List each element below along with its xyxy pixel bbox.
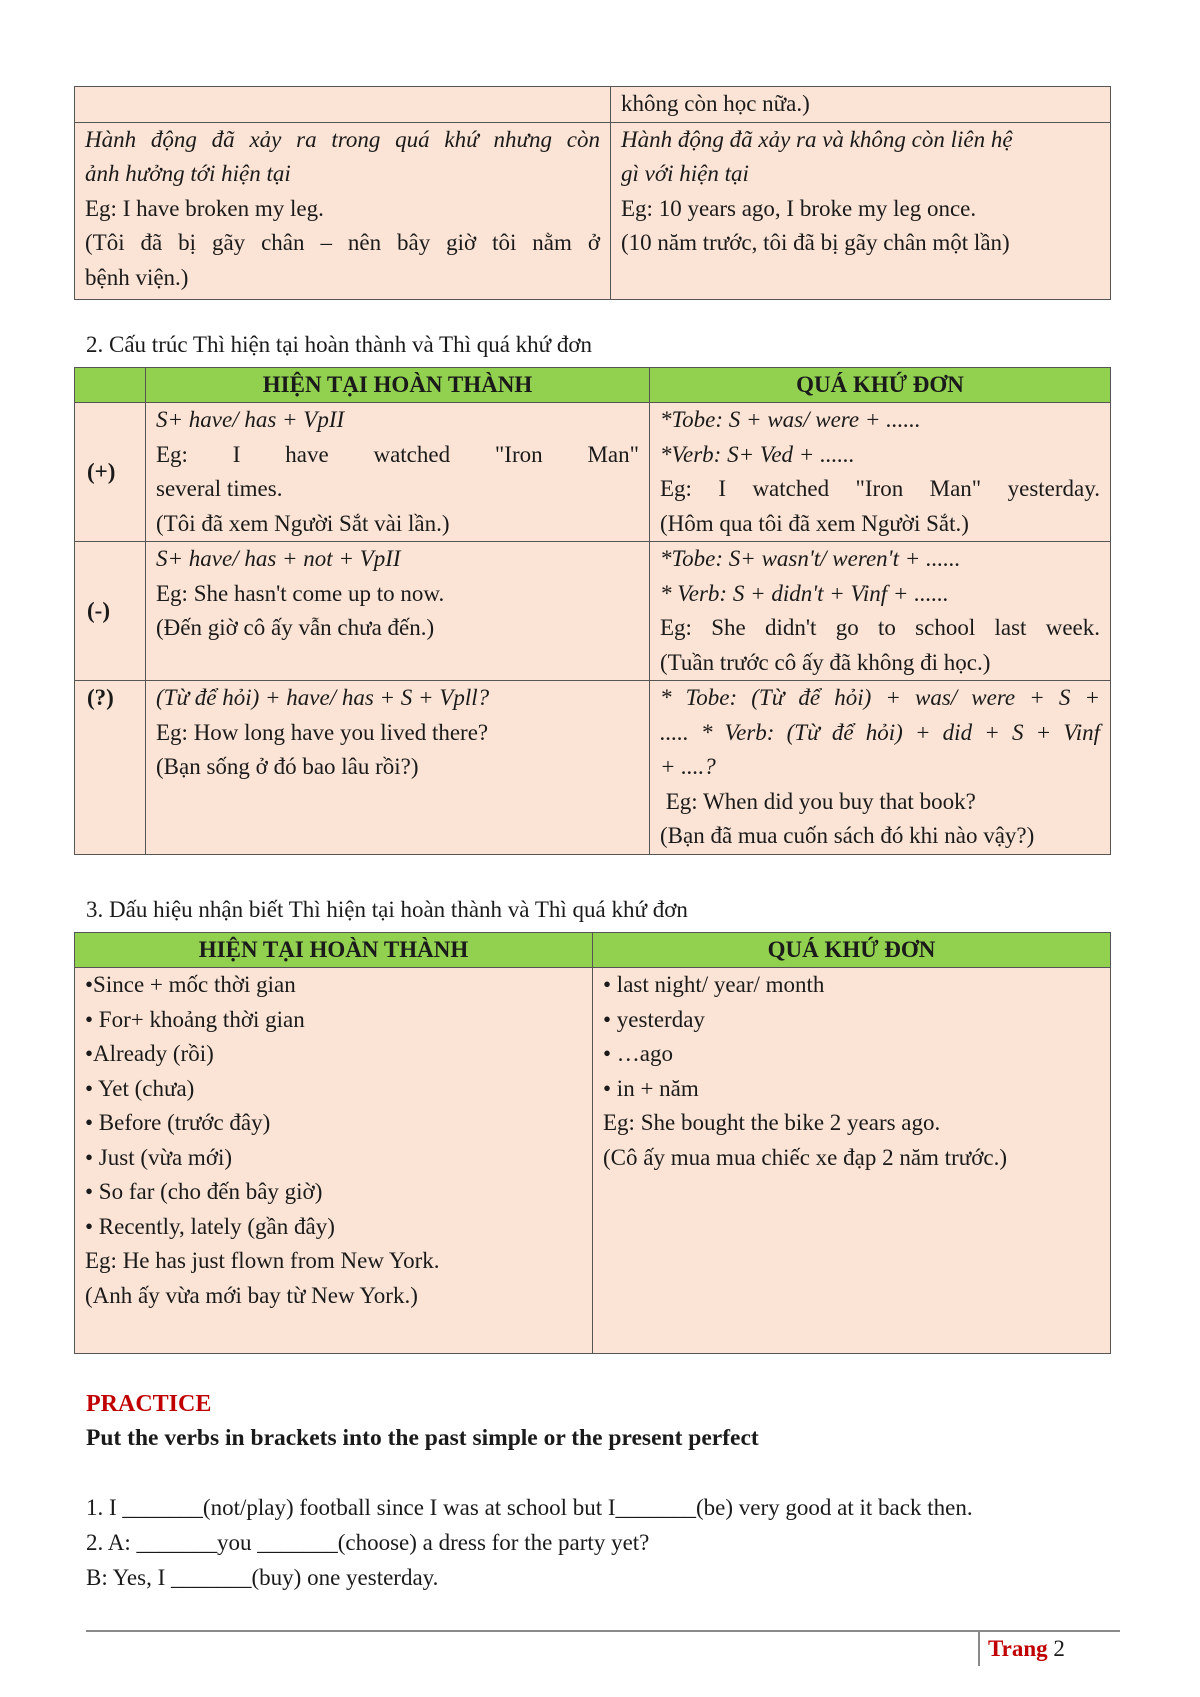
cell-text: (Anh ấy vừa mới bay từ New York.): [85, 1282, 418, 1308]
practice-title: PRACTICE: [86, 1391, 212, 1417]
cell-text: Eg: She didn't go to school last week.: [660, 615, 1100, 640]
footer-divider: [86, 1630, 1120, 1632]
cell-text: Eg: I have watched "Iron Man": [156, 441, 639, 467]
cell-text: (Cô ấy mua mua chiếc xe đạp 2 năm trước.): [603, 1144, 1007, 1170]
cell-text: bệnh viện.): [85, 264, 189, 290]
table-header-row: [75, 933, 1111, 968]
formula: (Từ để hỏi) + have/ has + S + Vpll?: [156, 685, 490, 710]
table-header-row: [75, 368, 1111, 403]
cell-text: Eg: He has just flown from New York.: [85, 1248, 440, 1273]
table-row: [75, 87, 1111, 123]
formula: *Tobe: S+ wasn't/ weren't + ......: [660, 546, 961, 571]
table-cell: [146, 403, 650, 542]
cell-text: (Tuần trước cô ấy đã không đi học.): [660, 649, 991, 675]
formula: * Verb: S + didn't + Vinf + ......: [660, 580, 949, 606]
cell-text: (Bạn sống ở đó bao lâu rồi?): [156, 754, 419, 779]
list-item: • last night/ year/ month: [603, 972, 825, 997]
table-row: [75, 542, 1111, 681]
cell-text: ảnh hưởng tới hiện tại: [85, 161, 291, 186]
page-footer: [988, 1636, 1065, 1662]
list-item: •Already (rồi): [85, 1041, 214, 1066]
cell-text: Eg: I have broken my leg.: [85, 195, 324, 221]
list-item: • in + năm: [603, 1075, 699, 1101]
cell-text: Eg: She bought the bike 2 years ago.: [603, 1110, 941, 1135]
cell-text: không còn học nữa.): [621, 91, 810, 116]
row-sign: (+): [75, 403, 146, 542]
list-item: • yesterday: [603, 1006, 705, 1032]
table-row: [75, 681, 1111, 855]
table-cell: [75, 87, 611, 123]
table-row: [75, 968, 1111, 1354]
exercise-line: B: Yes, I _______(buy) one yesterday.: [86, 1565, 439, 1590]
section-caption: 2. Cấu trúc Thì hiện tại hoàn thành và Thì quá khứ đơn: [86, 332, 593, 357]
exercise-line: 1. I _______(not/play) football since I was at school but I_______(be) very good at it back then.: [86, 1495, 973, 1520]
list-item: • Yet (chưa): [85, 1075, 195, 1101]
list-item: • So far (cho đến bây giờ): [85, 1179, 323, 1204]
table-cell: [75, 968, 593, 1354]
table-cell: [611, 87, 1111, 123]
page-label: Trang: [988, 1636, 1048, 1661]
cell-text: Eg: She hasn't come up to now.: [156, 580, 445, 606]
table-cell: [650, 542, 1111, 681]
table-cell: [650, 681, 1111, 855]
cell-text: (Tôi đã xem Người Sắt vài lần.): [156, 510, 450, 536]
formula: *Tobe: S + was/ were + ......: [660, 407, 921, 432]
list-item: • Recently, lately (gần đây): [85, 1213, 335, 1239]
cell-text: Hành động đã xảy ra trong quá khứ nhưng còn: [85, 126, 600, 152]
table-cell: [146, 542, 650, 681]
practice-instructions: Put the verbs in brackets into the past simple or the present perfect: [86, 1425, 759, 1451]
formula: S+ have/ has + not + VpII: [156, 546, 401, 571]
table-header: QUÁ KHỨ ĐƠN: [650, 368, 1111, 403]
table-cell: [611, 122, 1111, 300]
exercise-line: 2. A: _______you _______(choose) a dress for the party yet?: [86, 1530, 650, 1555]
table-header: HIỆN TẠI HOÀN THÀNH: [146, 368, 650, 403]
cell-text: (Đến giờ cô ấy vẫn chưa đến.): [156, 615, 435, 640]
section-caption: 3. Dấu hiệu nhận biết Thì hiện tại hoàn thành và Thì quá khứ đơn: [86, 897, 688, 922]
list-item: •Since + mốc thời gian: [85, 972, 296, 997]
cell-text: several times.: [156, 476, 283, 501]
cell-text: Eg: I watched "Iron Man" yesterday.: [660, 476, 1100, 501]
list-item: • For+ khoảng thời gian: [85, 1006, 305, 1032]
table-header: QUÁ KHỨ ĐƠN: [593, 933, 1111, 968]
table-row: [75, 403, 1111, 542]
footer-bar: [978, 1632, 980, 1666]
formula: S+ have/ has + VpII: [156, 407, 345, 432]
table-cell: [146, 681, 650, 855]
cell-text: Eg: When did you buy that book?: [660, 788, 976, 814]
table-cell: [593, 968, 1111, 1354]
cell-text: Hành động đã xảy ra và không còn liên hệ: [621, 126, 1013, 152]
row-sign: (?): [75, 681, 146, 855]
table-cell: [650, 403, 1111, 542]
table-header: HIỆN TẠI HOÀN THÀNH: [75, 933, 593, 968]
list-item: • Just (vừa mới): [85, 1144, 233, 1170]
list-item: • Before (trước đây): [85, 1110, 271, 1135]
comparison-table-usage: [74, 86, 1111, 300]
structure-table: [74, 367, 1111, 855]
page-number: 2: [1053, 1636, 1065, 1661]
formula: + ....?: [660, 754, 716, 779]
table-cell: [75, 122, 611, 300]
cell-text: (10 năm trước, tôi đã bị gãy chân một lần): [621, 230, 1010, 255]
cell-text: Eg: How long have you lived there?: [156, 719, 489, 745]
cell-text: (Bạn đã mua cuốn sách đó khi nào vậy?): [660, 823, 1035, 848]
cell-text: Eg: 10 years ago, I broke my leg once.: [621, 195, 977, 221]
table-header-empty: [75, 368, 146, 403]
row-sign: (-): [75, 542, 146, 681]
table-row: [75, 122, 1111, 300]
formula: * Tobe: (Từ để hỏi) + was/ were + S +: [660, 685, 1100, 710]
list-item: • …ago: [603, 1041, 674, 1066]
formula: ..... * Verb: (Từ để hỏi) + did + S + Vinf: [660, 719, 1100, 745]
cell-text: gì với hiện tại: [621, 161, 749, 186]
cell-text: (Hôm qua tôi đã xem Người Sắt.): [660, 510, 969, 536]
cell-text: (Tôi đã bị gãy chân – nên bây giờ tôi nằm ở: [85, 230, 600, 255]
formula: *Verb: S+ Ved + ......: [660, 441, 855, 467]
signal-words-table: [74, 932, 1111, 1354]
